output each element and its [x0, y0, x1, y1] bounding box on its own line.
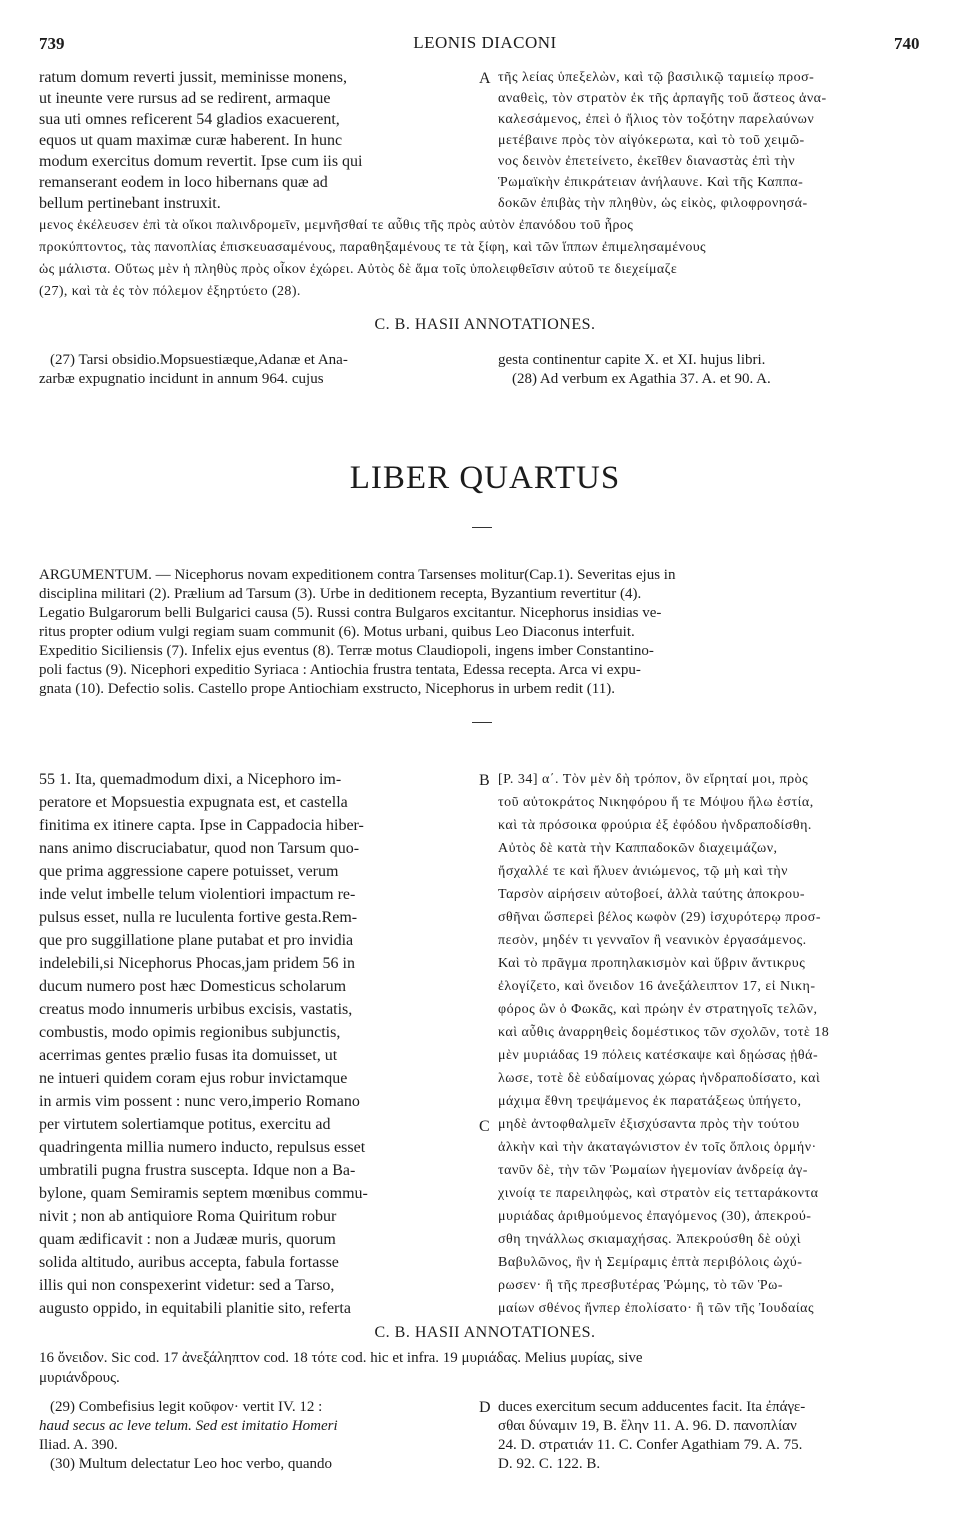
text-line: pulsus esset, nulla re luculenta fortive gesta.Rem-	[39, 909, 358, 926]
text-line: gnata (10). Defectio solis. Castello prope Antiochiam exstructo, Nicephorus in urbem redit (11).	[39, 681, 615, 697]
text-line: finitima ex itinere capta. Ipse in Cappadocia hiber-	[39, 817, 364, 834]
text-line: Καὶ τὸ πρᾶγμα προπηλακισμὸν καὶ ὕβριν ἄντικρυς	[498, 956, 806, 971]
text-line: acerrimas gentes prælio fusas ita domuisset, ut	[39, 1047, 338, 1064]
note-line: Iliad. A. 390.	[39, 1437, 118, 1453]
text-line: Ταρσὸν αἱρήσειν αὐτοβοεί, ἀλλὰ ταύτης ἀποκρου-	[498, 887, 806, 902]
text-line: creatus modo innumeris urbibus excisis, vastatis,	[39, 1001, 353, 1018]
footnote-line: μυριάνδρους.	[39, 1370, 120, 1386]
text-line: peratore et Mopsuestia expugnata est, et castella	[39, 794, 348, 811]
annotations-heading: C. B. HASII ANNOTATIONES.	[374, 316, 596, 333]
note-line: 24. D. στρατιάν 11. C. Confer Agathiam 79. A. 75.	[498, 1437, 803, 1453]
text-line: χινοίᾳ τε παρειληφὼς, καὶ στρατὸν εἰς τετταράκοντα	[498, 1186, 819, 1201]
text-line: que prima aggressione capere potuisset, verum	[39, 863, 339, 880]
note-line: σθαι δύναμιν 19, B. ἔλην 11. A. 96. D. πανοπλίαν	[498, 1418, 797, 1434]
margin-letter-d: D	[479, 1399, 491, 1416]
text-line: μαίων σθένος ἤνπερ ἐπολίσατο· ἢ τῶν τῆς Ἰουδαίας	[498, 1301, 814, 1316]
note-line: (30) Multum delectatur Leo hoc verbo, quando	[50, 1456, 332, 1472]
text-line: ratum domum reverti jussit, meminisse monens,	[39, 69, 347, 86]
text-line: πεσὸν, μηδέν τι γενναῖον ἢ νεανικὸν ἐργασάμενος.	[498, 933, 807, 948]
margin-letter-a: A	[479, 70, 491, 87]
text-line: quam ædificavit : non a Judææ muris, quorum	[39, 1231, 336, 1248]
text-line: bellum pertinebant instruxit.	[39, 195, 221, 212]
text-line: ducum numero post hæc Domesticus scholarum	[39, 978, 347, 995]
text-line: καὶ τὰ πρόσοικα φρούρια ἐξ ἐφόδου ἠνδραποδίσθη.	[498, 818, 812, 833]
text-line: nivit ; non ab antiquiore Roma Quiritum robur	[39, 1208, 337, 1225]
text-line: καὶ αὖθις ἀναρρηθεὶς δομέστικος τῶν σχολῶν, τοτὲ 18	[498, 1025, 830, 1040]
text-line: ρωσεν· ἢ τῆς πρεσβυτέρας Ῥώμης, τὸ τῶν Ῥω-	[498, 1278, 784, 1293]
footnote-line: 16 ὄνειδον. Sic cod. 17 ἀνεξάληπτον cod. 18 τότε cod. hic et infra. 19 μυριάδας. Melius μυρίας, sive	[39, 1350, 643, 1366]
text-line: καλεσάμενος, ἐπεὶ ὁ ἥλιος τὸν τοξότην παρελαύνων	[498, 112, 815, 127]
text-line: per virtutem solertiamque potitus, exercitu ad	[39, 1116, 331, 1133]
text-line: αναθεὶς, τὸν στρατὸν ἐκ τῆς ἁρπαγῆς τοῦ ἄστεος ἀνα-	[498, 91, 827, 106]
text-line: (27), καὶ τὰ ἐς τὸν πόλεμον ἐξηρτύετο (28).	[39, 284, 301, 299]
note-line: D. 92. C. 122. B.	[498, 1456, 601, 1472]
text-line: μηδὲ ἀντοφθαλμεῖν ἐξισχύσαντα πρὸς τὴν τούτου	[498, 1117, 800, 1132]
text-line: δοκῶν ἐπιβὰς τὴν πληθὺν, ὡς εἰκὸς, φιλοφρονησά-	[498, 196, 808, 211]
note-line: duces exercitum secum adducentes facit. Ita ἐπάγε-	[498, 1399, 806, 1415]
annotations-heading: C. B. HASII ANNOTATIONES.	[374, 1324, 596, 1341]
text-line: τῆς λείας ὑπεξελὼν, καὶ τῷ βασιλικῷ ταμιείῳ προσ-	[498, 70, 815, 85]
text-line: [P. 34] α΄. Τὸν μὲν δὴ τρόπον, ὃν εἴρηταί μοι, πρὸς	[498, 772, 809, 787]
text-line: poli factus (9). Nicephori expeditio Syriaca : Antiochia frustra tentata, Edessa recepta. Arca vi expu-	[39, 662, 641, 678]
note-line: gesta continentur capite X. et XI. hujus libri.	[498, 352, 766, 368]
text-line: νος δεινὸν ἐπετείνετο, ἐκεῖθεν διαναστὰς ἐπὶ τὴν	[498, 154, 796, 169]
running-title: LEONIS DIACONI	[413, 33, 557, 52]
text-line: bylone, quam Semiramis septem mœnibus commu-	[39, 1185, 368, 1202]
text-line: ne intueri quidem coram ejus robur invictamque	[39, 1070, 348, 1087]
text-line: indelebili,si Nicephorus Phocas,jam pridem 56 in	[39, 955, 355, 972]
text-line: inde velut imbelle telum violentiori impactum re-	[39, 886, 356, 903]
text-line: combustis, modo opimis regionibus subjunctis,	[39, 1024, 341, 1041]
text-line: μενος ἐκέλευσεν ἐπὶ τὰ οἴκοι παλινδρομεῖν, μεμνῆσθαί τε αὖθις τῆς πρὸς αὐτὸν ἐπανόδου τοῦ ἦρος	[39, 218, 634, 233]
text-line: augusto oppido, in equitabili planitie sito, referta	[39, 1300, 351, 1317]
margin-letter-c: C	[479, 1118, 490, 1135]
divider	[472, 527, 492, 528]
text-line: que pro suggillatione plane putabat et pro invidia	[39, 932, 354, 949]
text-line: sua uti omnes reficerent 54 gladios exacuerent,	[39, 111, 340, 128]
text-line: ἐλογίζετο, καὶ ὄνειδον 16 ἀνεξάλειπτον 17, εἰ Νικη-	[498, 979, 816, 994]
note-line: (28) Ad verbum ex Agathia 37. A. et 90. A.	[512, 371, 771, 387]
text-line: φόρος ὢν ὁ Φωκᾶς, καὶ πρώην ἐν στρατηγοῖς τελῶν,	[498, 1002, 818, 1017]
note-line: zarbæ expugnatio incidunt in annum 964. cujus	[39, 371, 324, 387]
text-line: τοῦ αὐτοκράτος Νικηφόρου ἥ τε Μόψου ἥλω ἑστία,	[498, 795, 814, 810]
text-line: ritus propter odium vulgi regiam suam communit (6). Motus urbani, quibus Leo Diaconus interfuit.	[39, 624, 635, 640]
text-line: μετέβαινε πρὸς τὸν αἰγόκερωτα, καὶ τὸ τοῦ χειμῶ-	[498, 133, 805, 148]
text-line: Βαβυλῶνος, ἣν ἡ Σεμίραμις ἑπτὰ περιβόλοις ὠχύ-	[498, 1255, 803, 1270]
text-line: disciplina militari (2). Prælium ad Tarsum (3). Urbe in deditionem recepta, Byzantium revertitur (4).	[39, 586, 642, 602]
text-line: nans animo discruciabatur, quod non Tarsum quo-	[39, 840, 360, 857]
text-line: quadringenta millia numero inducto, repulsus esset	[39, 1139, 366, 1156]
note-line: (29) Combefisius legit κοῦφον· vertit IV. 12 :	[50, 1399, 323, 1415]
text-line: μὲν μυριάδας 19 πόλεις κατέσκαψε καὶ δῃώσας ᾐθά-	[498, 1048, 819, 1063]
text-line: σθη τηνάλλως σκιαμαχήσας. Ἀπεκρούσθη δὲ οὐχὶ	[498, 1232, 802, 1247]
text-line: τανῦν δὲ, τὴν τῶν Ῥωμαίων ἡγεμονίαν ἀνδρείᾳ ἀγ-	[498, 1163, 808, 1178]
text-line: ἀλκὴν καὶ τὴν ἀκαταγώνιστον ἐν τοῖς ὅπλοις ὁρμήν·	[498, 1140, 817, 1155]
text-line: Expeditio Siciliensis (7). Infelix ejus eventus (8). Terræ motus Claudiopoli, ingens imber Constantino-	[39, 643, 654, 659]
page-number-left: 739	[39, 34, 65, 53]
text-line: 55 1. Ita, quemadmodum dixi, a Nicephoro im-	[39, 771, 342, 788]
text-line: remanserant eodem in loco hibernans quæ ad	[39, 174, 328, 191]
text-line: in armis vim possent : nunc vero,imperio Romano	[39, 1093, 360, 1110]
text-line: modum exercitus domum revertit. Ipse cum iis qui	[39, 153, 363, 170]
text-line: equos ut quam maximæ curæ haberent. In hunc	[39, 132, 343, 149]
text-line: ἤσχαλλέ τε καὶ ἤλυεν ἀνιώμενος, τῷ μὴ καὶ τὴν	[498, 864, 788, 879]
note-line: haud secus ac leve telum. Sed est imitatio Homeri	[39, 1418, 338, 1434]
text-line: Αὐτὸς δὲ κατὰ τὴν Καππαδοκῶν διαχειμάζων,	[498, 841, 778, 856]
text-line: σθῆναι ὥσπερεὶ βέλος κωφὸν (29) ἰσχυρότερῳ προσ-	[498, 910, 821, 925]
text-line: ARGUMENTUM. — Nicephorus novam expeditionem contra Tarsenses molitur(Cap.1). Severitas ejus in	[39, 567, 676, 583]
note-line: (27) Tarsi obsidio.Mopsuestiæque,Adanæ et Ana-	[50, 352, 348, 368]
text-line: μάχιμα ἔθνη τρεψάμενος ἐκ παρατάξεως ὑπήγετο,	[498, 1094, 802, 1109]
text-line: ὡς μάλιστα. Οὕτως μὲν ἡ πληθὺς πρὸς οἶκον ἐχώρει. Αὐτὸς δὲ ἅμα τοῖς ὑπολειφθεῖσιν αὐτοῦ τε διεχείμαζε	[39, 262, 678, 277]
text-line: προκύπτοντος, τὰς πανοπλίας ἐπισκευασαμένους, παραθηξαμένους τε τὰ ξίφη, καὶ τῶν ἵππων ἐπιμελησαμένους	[39, 240, 706, 255]
page-number-right: 740	[894, 34, 920, 53]
divider	[472, 722, 492, 723]
text-line: μυριάδας ἀριθμούμενος ἐπαγόμενος (30), ἀπεκρού-	[498, 1209, 812, 1224]
text-line: λωσε, τοτὲ δὲ εὐδαίμονας χώρας ἠνδραποδίσατο, καὶ	[498, 1071, 821, 1086]
text-line: illis qui non conspexerint videtur: sed a Tarso,	[39, 1277, 335, 1294]
margin-letter-b: B	[479, 772, 490, 789]
book-title: LIBER QUARTUS	[349, 460, 621, 496]
text-line: Legatio Bulgarorum belli Bulgarici causa (5). Russi contra Bulgaros excitantur. Nicephorus insidias ve-	[39, 605, 662, 621]
text-line: ut ineunte vere rursus ad se redirent, armaque	[39, 90, 331, 107]
text-line: Ῥωμαϊκὴν ἐπικράτειαν ἀνήλαυνε. Καὶ τῆς Καππα-	[498, 175, 804, 190]
text-line: solida altitudo, auribus accepta, fabula fortasse	[39, 1254, 339, 1271]
text-line: umbratili pugna frustra suscepta. Idque non a Ba-	[39, 1162, 356, 1179]
